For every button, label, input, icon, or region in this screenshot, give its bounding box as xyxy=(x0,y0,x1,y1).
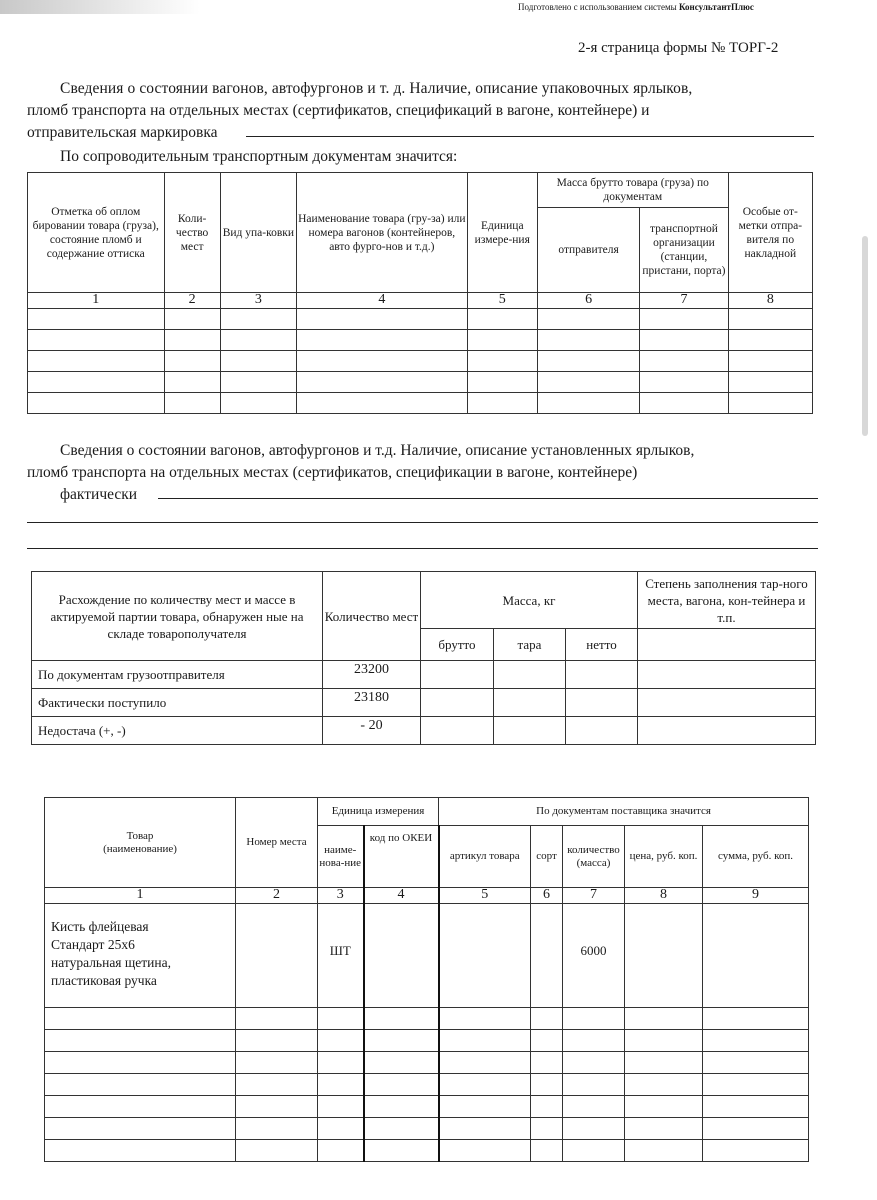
row-quantity: - 20 xyxy=(323,717,421,745)
section2-line3: фактически xyxy=(60,486,138,503)
col-number: 6 xyxy=(537,293,639,309)
header-sum: сумма, руб. коп. xyxy=(703,826,809,888)
header-place-count: Коли-чество мест xyxy=(164,173,220,293)
header-unit-name: наиме-нова-ние xyxy=(318,826,364,888)
row-quantity: 23200 xyxy=(323,661,421,689)
col-number: 3 xyxy=(318,888,364,904)
table-row xyxy=(32,717,816,745)
table-row xyxy=(45,1052,809,1074)
col-number: 4 xyxy=(297,293,468,309)
table-row xyxy=(28,309,813,330)
header-supplier-docs: По документам поставщика значится xyxy=(439,798,809,826)
table-row xyxy=(45,1030,809,1052)
header-package-type: Вид упа-ковки xyxy=(220,173,296,293)
marking-underline xyxy=(246,136,814,137)
table-row xyxy=(28,330,813,351)
header-qty: количество (масса) xyxy=(563,826,625,888)
header-product: Товар (наименование) xyxy=(45,798,236,888)
col-number: 2 xyxy=(164,293,220,309)
table-row xyxy=(28,351,813,372)
header-gross: брутто xyxy=(421,629,494,661)
row-label: Фактически поступило xyxy=(32,689,323,717)
product-name-line: Кисть флейцевая xyxy=(51,919,149,934)
actual-underline xyxy=(27,522,818,523)
photo-shadow xyxy=(0,0,200,14)
header-product-name: Наименование товара (гру-за) или номера вагонов (контейнеров, авто фурго-нов и т.д.) xyxy=(297,173,468,293)
col-number: 8 xyxy=(625,888,703,904)
col-number: 5 xyxy=(467,293,537,309)
product-name-line: Стандарт 25х6 xyxy=(51,937,135,952)
col-number: 6 xyxy=(531,888,563,904)
header-gross-mass: Масса брутто товара (груза) по документам xyxy=(537,173,728,208)
header-transport-org: транспортной организации (станции, пристани, порта) xyxy=(640,208,728,293)
section1-line4: По сопроводительным транспортным документам значится: xyxy=(60,148,458,165)
col-number: 5 xyxy=(439,888,531,904)
header-unit: Единица измере-ния xyxy=(467,173,537,293)
col-number: 4 xyxy=(364,888,439,904)
col-number: 8 xyxy=(728,293,812,309)
section1-line2: пломб транспорта на отдельных местах (сертификатов, спецификаций в вагоне, контейнере) и xyxy=(27,102,650,119)
section1-line1: Сведения о состоянии вагонов, автофургонов и т. д. Наличие, описание упаковочных ярлыков, xyxy=(60,80,693,97)
section2-line2: пломб транспорта на отдельных местах (сертификатов, спецификации в вагоне, контейнере) xyxy=(27,464,638,481)
table-row xyxy=(45,1096,809,1118)
header-unit: Единица измерения xyxy=(318,798,439,826)
header-price: цена, руб. коп. xyxy=(625,826,703,888)
table-row xyxy=(45,1074,809,1096)
col-number: 7 xyxy=(640,293,728,309)
header-grade: сорт xyxy=(531,826,563,888)
product-name-line: пластиковая ручка xyxy=(51,973,157,988)
header-mass: Масса, кг xyxy=(421,572,638,629)
col-number: 9 xyxy=(703,888,809,904)
header-net: нетто xyxy=(566,629,638,661)
row-label: Недостача (+, -) xyxy=(32,717,323,745)
table-row xyxy=(45,1140,809,1162)
table-row xyxy=(45,1118,809,1140)
header-seal-mark: Отметка об оплом бировании товара (груза), состояние пломб и содержание оттиска xyxy=(28,173,165,293)
header-fill-degree: Степень заполнения тар-ного места, вагона, кон-тейнера и т.п. xyxy=(638,572,816,629)
product-name-cell xyxy=(45,904,236,1008)
row-quantity: 23180 xyxy=(323,689,421,717)
row-label: По документам грузоотправителя xyxy=(32,661,323,689)
discrepancy-table xyxy=(31,571,816,745)
page-title: 2-я страница формы № ТОРГ-2 xyxy=(578,40,779,56)
prepared-with-note: Подготовлено с использованием системы КонсультантПлюс xyxy=(518,2,754,12)
page-edge-marker xyxy=(862,236,868,436)
header-okei: код по ОКЕИ xyxy=(364,826,439,888)
table-row xyxy=(45,1008,809,1030)
header-discrepancy: Расхождение по количеству мест и массе в актируемой партии товара, обнаружен ные на складе товарополучателя xyxy=(32,572,323,661)
col-number: 1 xyxy=(28,293,165,309)
actual-underline xyxy=(27,548,818,549)
section2-line1: Сведения о состоянии вагонов, автофургонов и т.д. Наличие, описание установленных ярлыков, xyxy=(60,442,695,459)
product-qty: 6000 xyxy=(563,904,625,1008)
header-article: артикул товара xyxy=(439,826,531,888)
supplier-goods-table xyxy=(44,797,809,1162)
header-place-number: Номер места xyxy=(236,798,318,888)
col-number: 1 xyxy=(45,888,236,904)
header-sender: отправителя xyxy=(537,208,639,293)
table-row xyxy=(32,689,816,717)
product-name-line: натуральная щетина, xyxy=(51,955,171,970)
header-quantity: Количество мест xyxy=(323,572,421,661)
table-row xyxy=(28,372,813,393)
col-number: 7 xyxy=(563,888,625,904)
table-row xyxy=(28,393,813,414)
col-number: 2 xyxy=(236,888,318,904)
col-number: 3 xyxy=(220,293,296,309)
actual-underline xyxy=(158,498,818,499)
table-row xyxy=(45,904,809,1008)
header-tare: тара xyxy=(494,629,566,661)
table-row xyxy=(32,661,816,689)
transport-docs-table xyxy=(27,172,813,414)
product-unit: ШТ xyxy=(318,904,364,1008)
section1-line3: отправительская маркировка xyxy=(27,124,218,141)
header-special-marks: Особые от-метки отпра-вителя по накладной xyxy=(728,173,812,293)
